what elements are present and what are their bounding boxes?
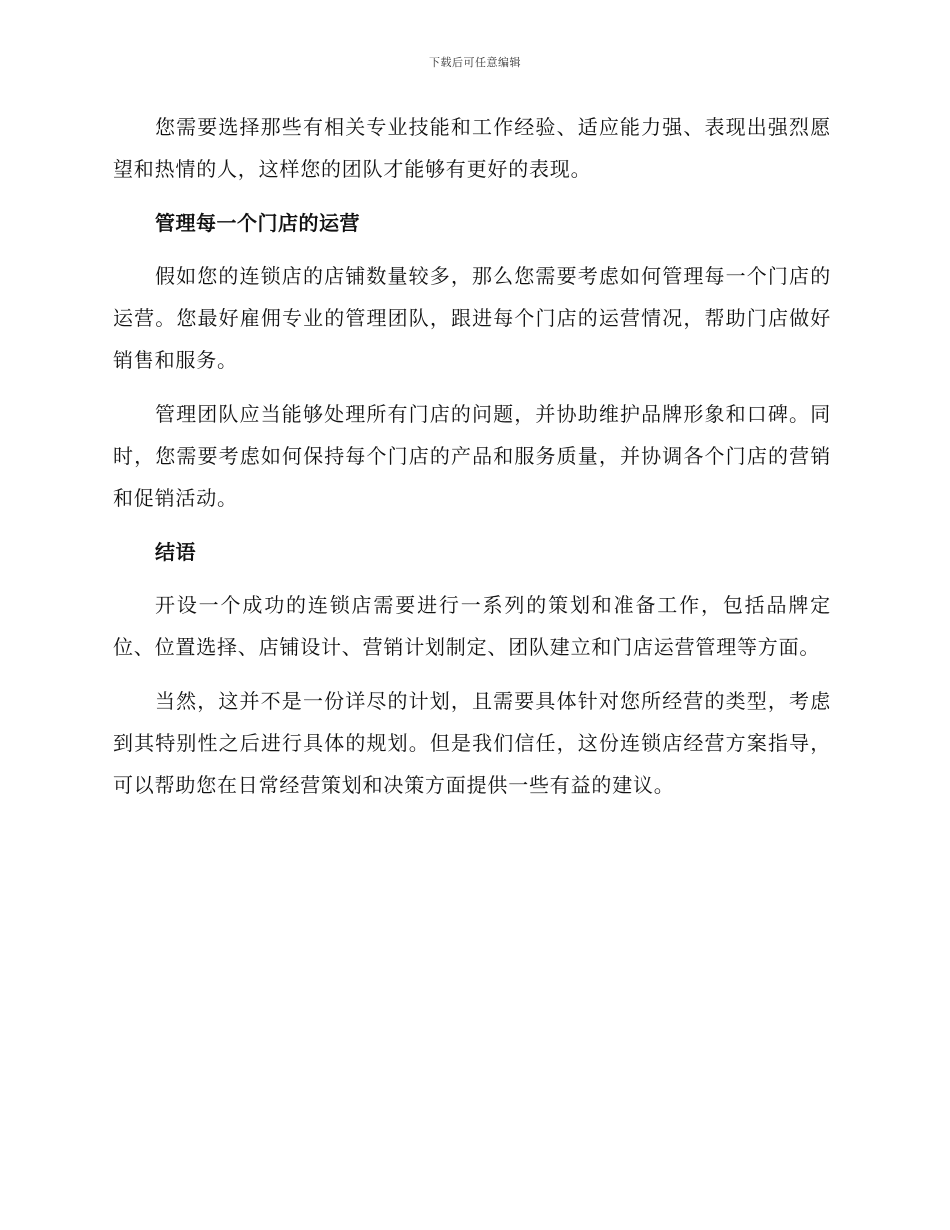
paragraph-conclusion-note: 当然，这并不是一份详尽的计划，且需要具体针对您所经营的类型，考虑到其特别性之后进行具体的规划。但是我们信任，这份连锁店经营方案指导，可以帮助您在日常经营策划和决策方面提供一些有益的建议。 xyxy=(113,689,831,797)
section-heading-store-operations: 管理每一个门店的运营 xyxy=(155,211,360,235)
section-heading-conclusion: 结语 xyxy=(155,540,196,564)
document-body xyxy=(113,106,831,818)
paragraph-management-team: 管理团队应当能够处理所有门店的问题，并协助维护品牌形象和口碑。同时，您需要考虑如何保持每个门店的产品和服务质量，并协调各个门店的营销和促销活动。 xyxy=(113,402,831,510)
paragraph-conclusion-summary: 开设一个成功的连锁店需要进行一系列的策划和准备工作，包括品牌定位、位置选择、店铺设计、营销计划制定、团队建立和门店运营管理等方面。 xyxy=(113,593,831,659)
header-note: 下载后可任意编辑 xyxy=(429,56,521,69)
paragraph-store-management: 假如您的连锁店的店铺数量较多，那么您需要考虑如何管理每一个门店的运营。您最好雇佣专业的管理团队，跟进每个门店的运营情况，帮助门店做好销售和服务。 xyxy=(113,264,831,372)
paragraph-team-selection: 您需要选择那些有相关专业技能和工作经验、适应能力强、表现出强烈愿望和热情的人，这样您的团队才能够有更好的表现。 xyxy=(113,115,831,181)
